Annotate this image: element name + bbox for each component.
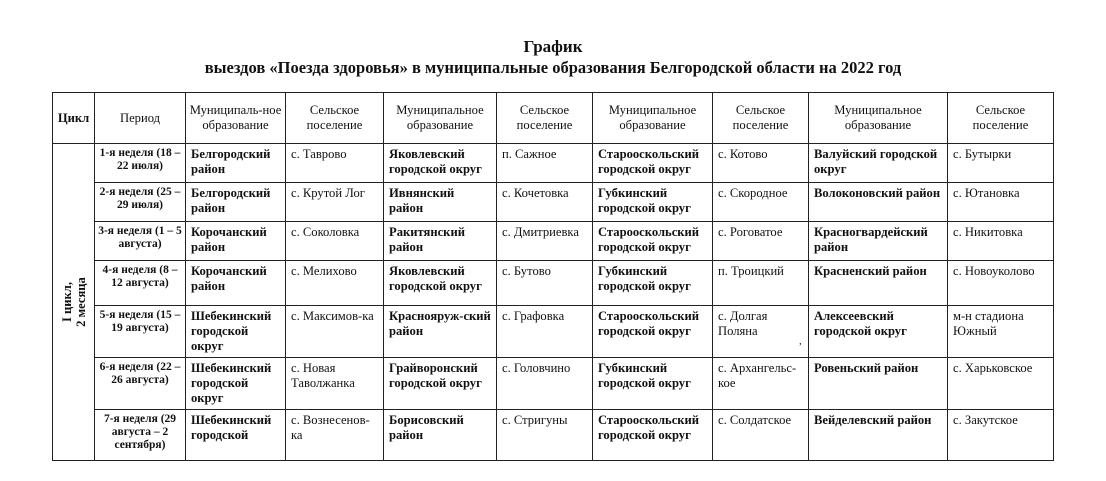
municipality-cell: Белгородский район <box>186 144 286 183</box>
settlement-cell: с. Новая Таволжанка <box>286 358 384 410</box>
header-municipality-3: Муниципальное образование <box>593 93 713 144</box>
municipality-cell: Красногвардейский район <box>809 222 948 261</box>
municipality-cell: Старооскольский городской округ <box>593 222 713 261</box>
period-cell: 3-я неделя (1 – 5 августа) <box>95 222 186 261</box>
period-cell: 2-я неделя (25 – 29 июля) <box>95 183 186 222</box>
settlement-cell: с. Крутой Лог <box>286 183 384 222</box>
settlement-cell: с. Харьковское <box>948 358 1054 410</box>
header-municipality-4: Муниципальное образование <box>809 93 948 144</box>
header-settlement-1: Сельское поселение <box>286 93 384 144</box>
municipality-cell: Краснояруж-ский район <box>384 306 497 358</box>
municipality-cell: Грайворонский городской округ <box>384 358 497 410</box>
municipality-cell: Старооскольский городской округ <box>593 410 713 461</box>
table-row <box>53 183 1054 222</box>
municipality-cell: Алексеевский городской округ <box>809 306 948 358</box>
municipality-cell: Ровеньский район <box>809 358 948 410</box>
municipality-cell: Ракитянский район <box>384 222 497 261</box>
document-title: График <box>523 37 583 56</box>
municipality-cell: Губкинский городской округ <box>593 261 713 306</box>
settlement-cell: с. Мелихово <box>286 261 384 306</box>
settlement-cell: с. Графовка <box>497 306 593 358</box>
header-settlement-4: Сельское поселение <box>948 93 1054 144</box>
settlement-cell: с. Новоуколово <box>948 261 1054 306</box>
settlement-cell: с. Вознесенов-ка <box>286 410 384 461</box>
settlement-cell: с. Архангельс-кое <box>713 358 809 410</box>
municipality-cell: Валуйский городской округ <box>809 144 948 183</box>
municipality-cell: Шебекинский городской округ <box>186 358 286 410</box>
schedule-table <box>52 92 1054 461</box>
settlement-cell: с. Бутырки <box>948 144 1054 183</box>
municipality-cell: Губкинский городской округ <box>593 358 713 410</box>
municipality-cell: Старооскольский городской округ <box>593 306 713 358</box>
table-row <box>53 222 1054 261</box>
period-cell: 6-я неделя (22 – 26 августа) <box>95 358 186 410</box>
municipality-cell: Яковлевский городской округ <box>384 261 497 306</box>
settlement-cell: с. Максимов-ка <box>286 306 384 358</box>
period-cell: 7-я неделя (29 августа – 2 сентября) <box>95 410 186 461</box>
municipality-cell: Старооскольский городской округ <box>593 144 713 183</box>
table-row <box>53 306 1054 358</box>
settlement-cell: с. Дмитриевка <box>497 222 593 261</box>
table-row <box>53 410 1054 461</box>
municipality-cell: Корочанский район <box>186 222 286 261</box>
document-subtitle: выездов «Поезда здоровья» в муниципальные образования Белгородской области на 2022 год <box>204 58 902 77</box>
header-cycle: Цикл <box>53 93 95 144</box>
settlement-text: с. Долгая Поляна <box>718 309 768 338</box>
municipality-cell: Вейделевский район <box>809 410 948 461</box>
settlement-cell: п. Троицкий <box>713 261 809 306</box>
settlement-cell: с. Закутское <box>948 410 1054 461</box>
municipality-cell: Яковлевский городской округ <box>384 144 497 183</box>
header-municipality-1: Муниципаль-ное образование <box>186 93 286 144</box>
settlement-cell: с. Ютановка <box>948 183 1054 222</box>
municipality-cell: Ивнянский район <box>384 183 497 222</box>
header-municipality-2: Муниципальное образование <box>384 93 497 144</box>
header-period: Период <box>95 93 186 144</box>
municipality-cell: Корочанский район <box>186 261 286 306</box>
settlement-cell: с. Стригуны <box>497 410 593 461</box>
settlement-cell: с. Кочетовка <box>497 183 593 222</box>
settlement-cell: с. Солдатское <box>713 410 809 461</box>
period-cell: 5-я неделя (15 – 19 августа) <box>95 306 186 358</box>
municipality-cell: Волоконовский район <box>809 183 948 222</box>
table-row <box>53 358 1054 410</box>
settlement-cell: с. Роговатое <box>713 222 809 261</box>
cycle-duration: 2 месяца <box>73 277 88 327</box>
table-row <box>53 144 1054 183</box>
header-settlement-2: Сельское поселение <box>497 93 593 144</box>
municipality-cell: Красненский район <box>809 261 948 306</box>
scan-mark: ‚ <box>798 336 802 347</box>
period-cell: 1-я неделя (18 – 22 июля) <box>95 144 186 183</box>
settlement-cell: м-н стадиона Южный <box>948 306 1054 358</box>
municipality-cell: Белгородский район <box>186 183 286 222</box>
period-cell: 4-я неделя (8 – 12 августа) <box>95 261 186 306</box>
cycle-label: I цикл, <box>59 281 74 323</box>
municipality-cell: Губкинский городской округ <box>593 183 713 222</box>
municipality-cell: Борисовский район <box>384 410 497 461</box>
table-row <box>53 261 1054 306</box>
settlement-cell: с. Скородное <box>713 183 809 222</box>
header-settlement-3: Сельское поселение <box>713 93 809 144</box>
settlement-cell: с. Головчино <box>497 358 593 410</box>
settlement-cell: с. Никитовка <box>948 222 1054 261</box>
settlement-cell: с. Соколовка <box>286 222 384 261</box>
settlement-cell: с. Котово <box>713 144 809 183</box>
municipality-cell: Шебекинский городской округ <box>186 306 286 358</box>
settlement-cell <box>713 306 809 358</box>
cycle-cell <box>53 144 95 461</box>
settlement-cell: с. Бутово <box>497 261 593 306</box>
municipality-cell: Шебекинский городской <box>186 410 286 461</box>
header-row <box>53 93 1054 144</box>
settlement-cell: п. Сажное <box>497 144 593 183</box>
settlement-cell: с. Таврово <box>286 144 384 183</box>
